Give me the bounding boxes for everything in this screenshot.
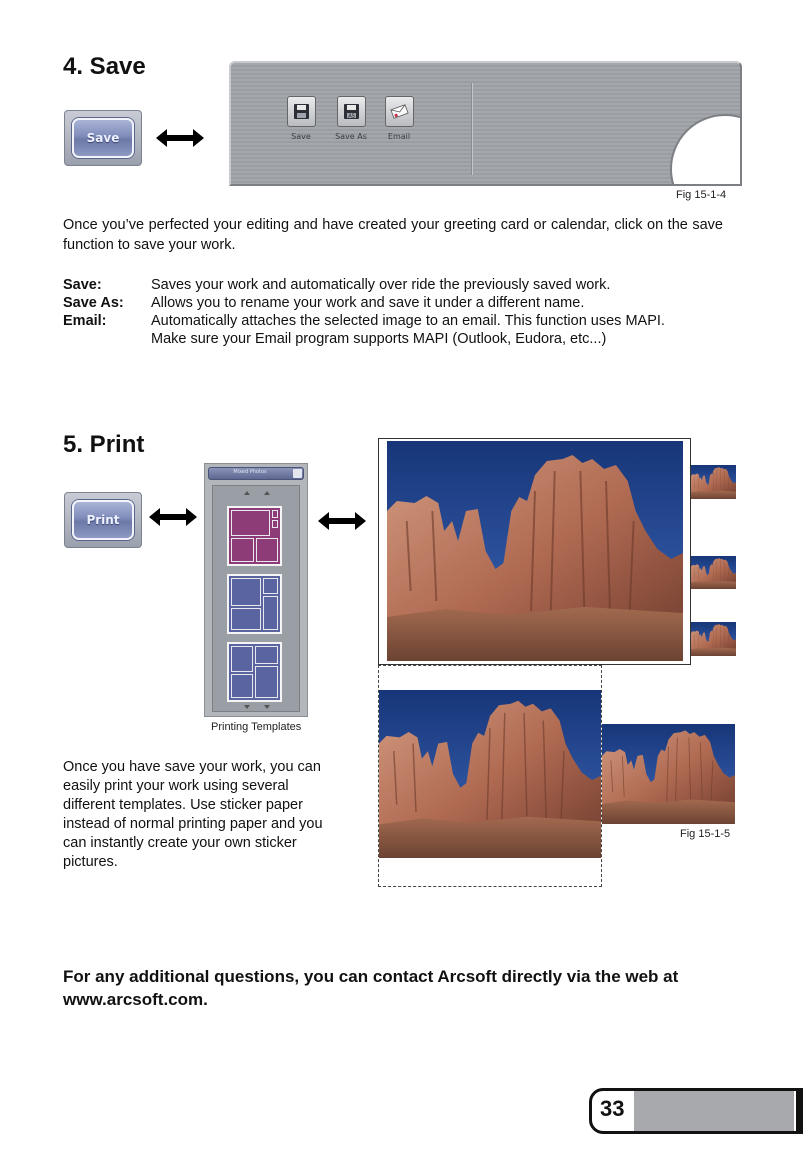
- save-heading: 4. Save: [63, 53, 146, 80]
- double-arrow-icon: [318, 511, 366, 531]
- template-cell: [231, 578, 261, 606]
- template-list: [212, 485, 300, 712]
- template-thumbnail-2[interactable]: [227, 574, 282, 634]
- print-body-text: Once you have save your work, you can easily print your work using several different templates. Use sticker paper instead of normal printing paper and you can instantly create your own sticker pictures.: [63, 759, 323, 870]
- double-arrow-icon: [156, 128, 204, 148]
- template-category-label: Mixed Photos: [233, 469, 267, 475]
- scroll-up-icon[interactable]: [241, 490, 273, 496]
- template-cell: [263, 578, 278, 594]
- save-toolbar: [229, 61, 742, 186]
- canyon-photo-secondary: [602, 724, 735, 824]
- definition-row: [63, 293, 763, 313]
- svg-text:AS: AS: [347, 113, 355, 120]
- definition-term: Save:: [63, 277, 102, 293]
- printing-templates-panel: [204, 463, 308, 717]
- print-heading: 5. Print: [63, 431, 145, 458]
- print-button[interactable]: [64, 492, 142, 548]
- chevron-down-icon[interactable]: [293, 469, 302, 478]
- page-number-tab: [589, 1088, 803, 1134]
- save-button[interactable]: [64, 110, 142, 166]
- definition-row: [63, 311, 763, 331]
- definition-desc: Allows you to rename your work and save it under a different name.: [151, 295, 585, 311]
- page-number: 33: [600, 1096, 625, 1121]
- toolbar-save-label: Save: [291, 132, 311, 141]
- toolbar-email-label: Email: [387, 132, 411, 141]
- scroll-down-icon[interactable]: [241, 704, 273, 710]
- canyon-photo-sticker: [379, 690, 601, 858]
- definition-term: Save As:: [63, 295, 124, 311]
- toolbar-email-button[interactable]: [379, 96, 419, 141]
- toolbar-save-button[interactable]: [281, 96, 321, 141]
- template-cell: [272, 510, 278, 518]
- figure-caption-print: Fig 15-1-5: [680, 828, 731, 840]
- definition-desc: Automatically attaches the selected image to an email. This function uses MAPI.: [151, 313, 665, 329]
- definition-row: [63, 275, 763, 295]
- envelope-icon: [385, 96, 414, 127]
- template-cell: [272, 520, 278, 528]
- canyon-photo-main: [387, 441, 683, 661]
- save-intro-text: Once you’ve perfected your editing and have created your greeting card or calendar, click on the save function to save your work.: [63, 217, 723, 253]
- template-cell: [263, 596, 278, 630]
- template-cell: [231, 674, 253, 698]
- template-category-dropdown[interactable]: [208, 467, 304, 480]
- toolbar-divider: [471, 83, 473, 175]
- contact-note: For any additional questions, you can contact Arcsoft directly via the web at www.arcsoft.com.: [63, 967, 679, 1009]
- floppy-disk-icon: [287, 96, 316, 127]
- template-cell: [231, 646, 253, 672]
- email-note: Make sure your Email program supports MAPI (Outlook, Eudora, etc...): [151, 331, 607, 347]
- definition-desc: Saves your work and automatically over ride the previously saved work.: [151, 277, 611, 293]
- template-caption: Printing Templates: [211, 721, 302, 733]
- figure-caption-save: Fig 15-1-4: [676, 189, 727, 201]
- page-number-edge: [796, 1091, 800, 1131]
- double-arrow-icon: [149, 507, 197, 527]
- template-thumbnail-1[interactable]: [227, 506, 282, 566]
- template-cell: [256, 538, 278, 562]
- template-thumbnail-3[interactable]: [227, 642, 282, 702]
- print-preview-main-frame: [378, 438, 691, 665]
- template-cell: [231, 538, 254, 562]
- canyon-thumbnail-1[interactable]: [691, 465, 736, 499]
- page-number-bar: [634, 1091, 794, 1131]
- template-cell: [255, 666, 278, 698]
- toolbar-save-as-button[interactable]: [331, 96, 371, 141]
- template-cell: [231, 510, 270, 536]
- print-button-label: Print: [72, 500, 134, 540]
- floppy-disk-as-icon: [337, 96, 366, 127]
- template-cell: [255, 646, 278, 664]
- definition-term: Email:: [63, 313, 107, 329]
- toolbar-corner-curve: [670, 114, 742, 186]
- canyon-thumbnail-2[interactable]: [691, 556, 736, 589]
- canyon-thumbnail-3[interactable]: [691, 622, 736, 656]
- save-definitions: [63, 275, 763, 355]
- save-button-label: Save: [72, 118, 134, 158]
- toolbar-save-as-label: Save As: [335, 132, 367, 141]
- template-cell: [231, 608, 261, 630]
